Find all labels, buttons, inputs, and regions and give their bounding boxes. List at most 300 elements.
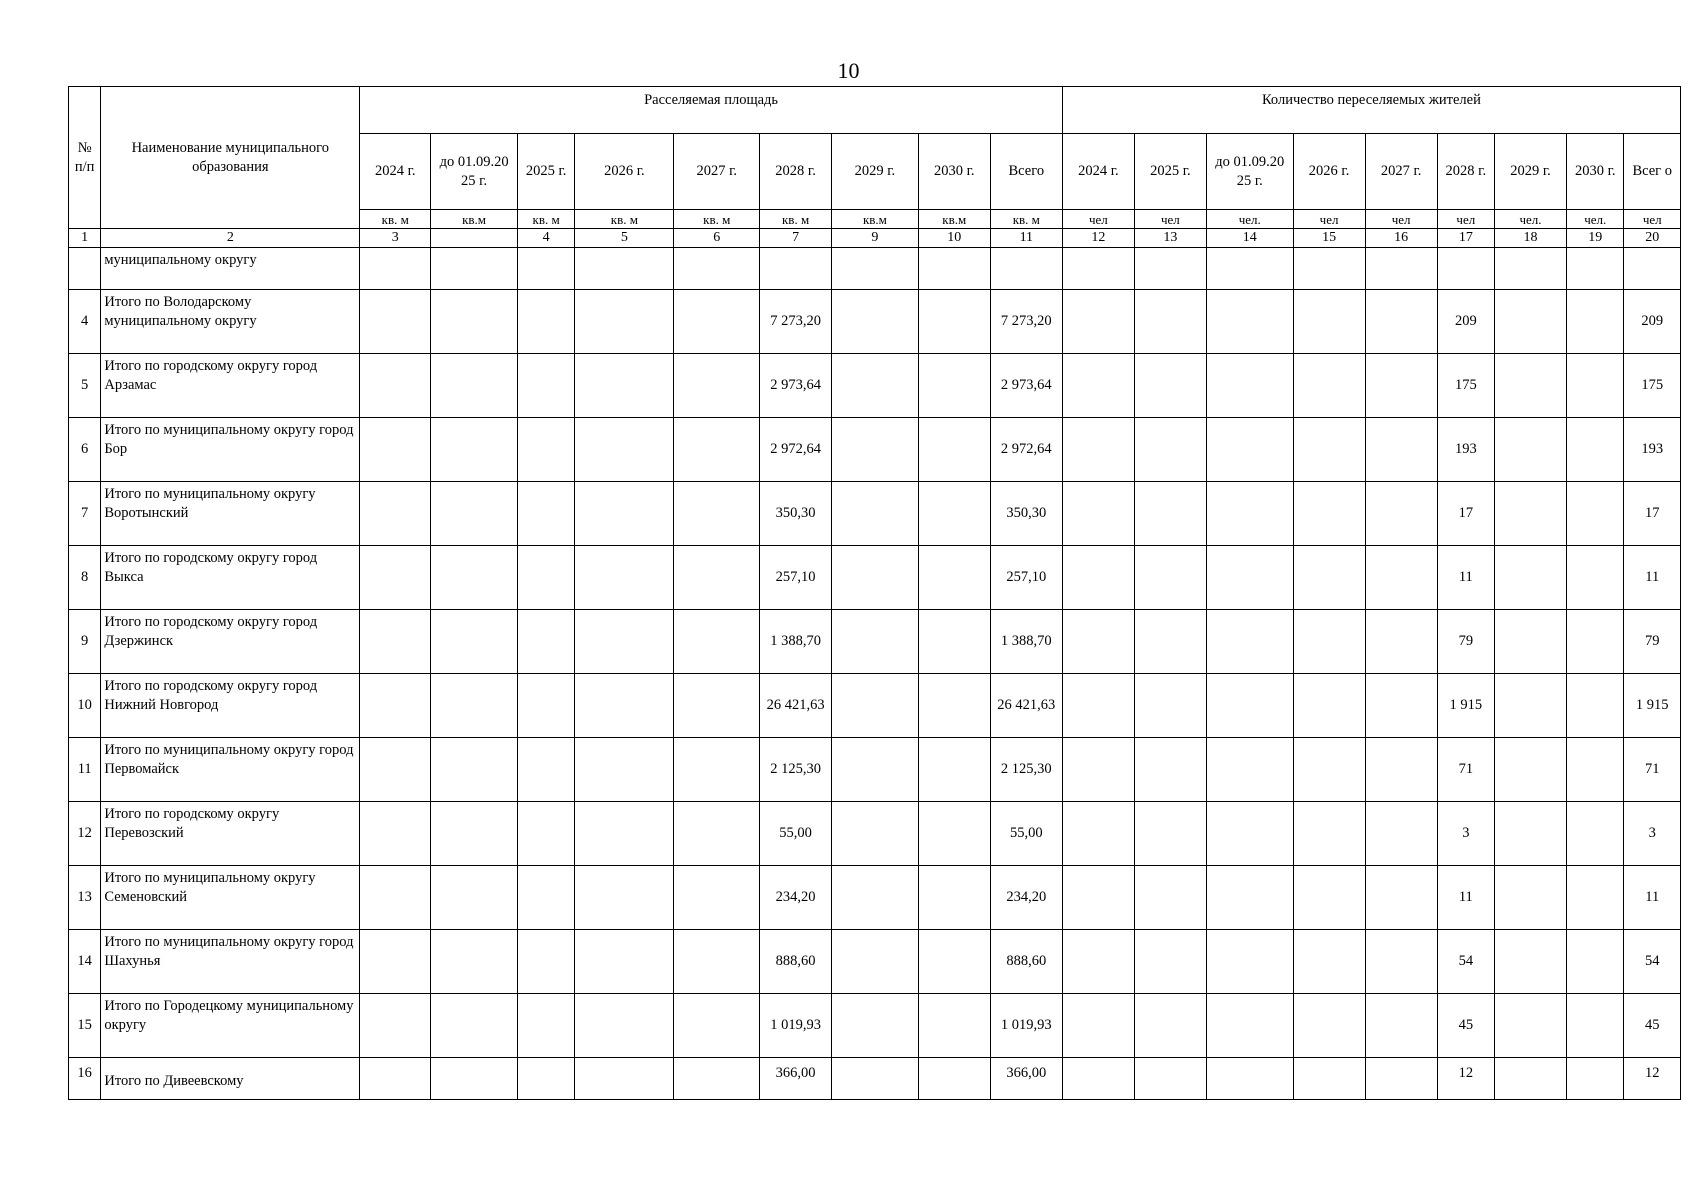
empty-cell <box>1365 546 1437 610</box>
area-total-cell: 55,00 <box>990 802 1062 866</box>
people-2028-cell: 79 <box>1437 610 1494 674</box>
unit-cell: чел <box>1134 210 1206 229</box>
column-number: 4 <box>517 229 574 248</box>
empty-cell <box>1134 354 1206 418</box>
empty-cell <box>1365 994 1437 1058</box>
header-area-group: Расселяемая площадь <box>360 87 1063 134</box>
empty-cell <box>575 930 674 994</box>
column-number: 1 <box>69 229 101 248</box>
empty-cell <box>1495 482 1567 546</box>
empty-cell <box>517 418 574 482</box>
empty-cell <box>918 738 990 802</box>
empty-cell <box>832 546 919 610</box>
empty-cell <box>1293 802 1365 866</box>
empty-cell <box>918 866 990 930</box>
empty-cell <box>1365 930 1437 994</box>
empty-cell <box>517 354 574 418</box>
unit-cell: чел <box>1062 210 1134 229</box>
empty-cell <box>1365 290 1437 354</box>
area-total-cell: 2 973,64 <box>990 354 1062 418</box>
empty-cell <box>1293 930 1365 994</box>
empty-cell <box>1365 738 1437 802</box>
empty-cell <box>1206 866 1293 930</box>
empty-cell <box>575 290 674 354</box>
column-number: 2 <box>101 229 360 248</box>
empty-cell <box>517 610 574 674</box>
empty-cell <box>674 930 760 994</box>
row-num: 11 <box>69 738 101 802</box>
unit-cell: кв. м <box>674 210 760 229</box>
empty-cell <box>1062 866 1134 930</box>
empty-cell <box>674 546 760 610</box>
unit-cell: чел. <box>1567 210 1624 229</box>
empty-cell <box>674 674 760 738</box>
empty-cell <box>517 738 574 802</box>
empty-cell <box>1495 546 1567 610</box>
row-num: 5 <box>69 354 101 418</box>
header-people-year: 2030 г. <box>1567 134 1624 210</box>
empty-cell <box>832 482 919 546</box>
empty-cell <box>1567 994 1624 1058</box>
empty-cell <box>1567 866 1624 930</box>
header-people-year: 2028 г. <box>1437 134 1494 210</box>
empty-cell <box>431 418 518 482</box>
empty-cell <box>517 994 574 1058</box>
empty-cell <box>1495 930 1567 994</box>
empty-cell <box>360 802 431 866</box>
empty-cell <box>674 866 760 930</box>
table-row <box>69 1058 1681 1100</box>
empty-cell <box>431 930 518 994</box>
empty-cell <box>575 674 674 738</box>
table-row <box>69 418 1681 482</box>
header-area-year: 2025 г. <box>517 134 574 210</box>
table-row <box>69 354 1681 418</box>
people-2028-cell: 11 <box>1437 866 1494 930</box>
row-name: Итого по муниципальному округу город Шахунья <box>101 930 360 994</box>
column-number: 15 <box>1293 229 1365 248</box>
empty-cell <box>1495 802 1567 866</box>
empty-cell <box>360 290 431 354</box>
area-total-cell: 888,60 <box>990 930 1062 994</box>
empty-cell <box>832 418 919 482</box>
table-row <box>69 738 1681 802</box>
empty-cell <box>1293 546 1365 610</box>
empty-cell <box>1206 290 1293 354</box>
header-people-year: до 01.09.20 25 г. <box>1206 134 1293 210</box>
empty-cell <box>1134 994 1206 1058</box>
table-row <box>69 866 1681 930</box>
empty-cell <box>832 866 919 930</box>
empty-cell <box>1495 674 1567 738</box>
area-2028-cell: 2 972,64 <box>760 418 832 482</box>
table-row <box>69 802 1681 866</box>
empty-cell <box>1293 418 1365 482</box>
people-total-cell: 209 <box>1624 290 1681 354</box>
row-num: 9 <box>69 610 101 674</box>
empty-cell <box>918 546 990 610</box>
empty-cell <box>1062 418 1134 482</box>
area-2028-cell: 55,00 <box>760 802 832 866</box>
empty-cell <box>1206 802 1293 866</box>
empty-cell <box>1062 290 1134 354</box>
empty-cell <box>1062 802 1134 866</box>
empty-cell <box>918 482 990 546</box>
area-2028-cell: 7 273,20 <box>760 290 832 354</box>
people-total-cell: 3 <box>1624 802 1681 866</box>
empty-cell <box>832 930 919 994</box>
empty-cell <box>1206 610 1293 674</box>
empty-cell <box>1134 738 1206 802</box>
header-area-total: Всего <box>990 134 1062 210</box>
row-num: 4 <box>69 290 101 354</box>
column-number: 20 <box>1624 229 1681 248</box>
people-2028-cell: 193 <box>1437 418 1494 482</box>
empty-cell <box>1495 418 1567 482</box>
empty-cell <box>360 482 431 546</box>
empty-cell <box>431 546 518 610</box>
empty-cell <box>1062 546 1134 610</box>
empty-cell <box>360 930 431 994</box>
people-2028-cell: 45 <box>1437 994 1494 1058</box>
empty-cell <box>1206 482 1293 546</box>
unit-cell: кв.м <box>918 210 990 229</box>
empty-cell <box>1365 802 1437 866</box>
empty-cell <box>1134 290 1206 354</box>
empty-cell <box>360 546 431 610</box>
empty-cell <box>1062 482 1134 546</box>
people-total-cell: 1 915 <box>1624 674 1681 738</box>
people-2028-cell: 54 <box>1437 930 1494 994</box>
empty-cell <box>431 674 518 738</box>
row-name: Итого по Володарскому муниципальному округу <box>101 290 360 354</box>
empty-cell <box>1293 610 1365 674</box>
empty-cell <box>1134 930 1206 994</box>
empty-cell <box>1134 674 1206 738</box>
area-2028-cell: 2 973,64 <box>760 354 832 418</box>
empty-cell <box>1567 354 1624 418</box>
empty-cell <box>1495 738 1567 802</box>
empty-cell <box>1567 930 1624 994</box>
row-name: Итого по городскому округу город Арзамас <box>101 354 360 418</box>
row-name: Итого по городскому округу город Дзержинск <box>101 610 360 674</box>
empty-cell <box>1062 1058 1134 1100</box>
empty-cell <box>1567 290 1624 354</box>
empty-cell <box>1062 610 1134 674</box>
resettlement-table <box>68 86 1681 1100</box>
empty-cell <box>360 610 431 674</box>
row-name: Итого по городскому округу город Нижний Новгород <box>101 674 360 738</box>
empty-cell <box>1567 1058 1624 1100</box>
empty-cell <box>918 1058 990 1100</box>
empty-cell <box>1365 1058 1437 1100</box>
empty-cell <box>431 610 518 674</box>
row-num: 8 <box>69 546 101 610</box>
empty-cell <box>517 1058 574 1100</box>
row-name: муниципальному округу <box>101 248 360 290</box>
row-num: 6 <box>69 418 101 482</box>
empty-cell <box>575 482 674 546</box>
empty-cell <box>1293 354 1365 418</box>
empty-cell <box>575 354 674 418</box>
empty-cell <box>575 866 674 930</box>
header-area-year: 2030 г. <box>918 134 990 210</box>
empty-cell <box>832 354 919 418</box>
header-people-year: 2026 г. <box>1293 134 1365 210</box>
table-row <box>69 674 1681 738</box>
people-2028-cell: 71 <box>1437 738 1494 802</box>
area-total-cell: 2 125,30 <box>990 738 1062 802</box>
empty-cell <box>832 610 919 674</box>
unit-cell: кв. м <box>517 210 574 229</box>
empty-cell <box>674 738 760 802</box>
empty-cell <box>360 418 431 482</box>
unit-cell: кв. м <box>575 210 674 229</box>
empty-cell <box>360 738 431 802</box>
column-number <box>431 229 518 248</box>
unit-cell: чел. <box>1206 210 1293 229</box>
empty-cell <box>674 354 760 418</box>
people-2028-cell: 12 <box>1437 1058 1494 1100</box>
empty-cell <box>1365 354 1437 418</box>
empty-cell <box>674 1058 760 1100</box>
empty-cell <box>1062 674 1134 738</box>
empty-cell <box>1293 994 1365 1058</box>
row-num: 13 <box>69 866 101 930</box>
header-area-year: 2027 г. <box>674 134 760 210</box>
empty-cell <box>1495 866 1567 930</box>
empty-cell <box>1206 354 1293 418</box>
empty-cell <box>918 674 990 738</box>
empty-cell <box>431 802 518 866</box>
area-total-cell: 1 388,70 <box>990 610 1062 674</box>
column-number: 6 <box>674 229 760 248</box>
row-name: Итого по муниципальному округу Семеновский <box>101 866 360 930</box>
empty-cell <box>832 674 919 738</box>
empty-cell <box>1495 354 1567 418</box>
empty-cell <box>1206 930 1293 994</box>
empty-cell <box>1206 738 1293 802</box>
column-number: 7 <box>760 229 832 248</box>
column-number: 5 <box>575 229 674 248</box>
empty-cell <box>575 994 674 1058</box>
unit-cell: чел. <box>1495 210 1567 229</box>
empty-cell <box>674 802 760 866</box>
table-body <box>69 87 1681 1100</box>
area-2028-cell: 350,30 <box>760 482 832 546</box>
empty-cell <box>1062 994 1134 1058</box>
header-area-year: 2024 г. <box>360 134 431 210</box>
empty-cell <box>360 994 431 1058</box>
column-number: 19 <box>1567 229 1624 248</box>
empty-cell <box>575 738 674 802</box>
column-number: 14 <box>1206 229 1293 248</box>
empty-cell <box>918 802 990 866</box>
area-total-cell: 2 972,64 <box>990 418 1062 482</box>
empty-cell <box>1134 418 1206 482</box>
row-num: 16 <box>69 1058 101 1100</box>
column-number: 11 <box>990 229 1062 248</box>
empty-cell <box>674 994 760 1058</box>
area-2028-cell: 2 125,30 <box>760 738 832 802</box>
row-num: 14 <box>69 930 101 994</box>
area-2028-cell: 257,10 <box>760 546 832 610</box>
column-number: 12 <box>1062 229 1134 248</box>
unit-cell: чел <box>1365 210 1437 229</box>
unit-cell: чел <box>1437 210 1494 229</box>
empty-cell <box>1567 738 1624 802</box>
empty-cell <box>517 802 574 866</box>
unit-cell: чел <box>1624 210 1681 229</box>
table-row <box>69 994 1681 1058</box>
people-total-cell: 54 <box>1624 930 1681 994</box>
empty-cell <box>517 546 574 610</box>
empty-cell <box>1567 482 1624 546</box>
empty-cell <box>360 866 431 930</box>
empty-cell <box>1365 674 1437 738</box>
empty-cell <box>431 866 518 930</box>
empty-cell <box>1495 1058 1567 1100</box>
table-row <box>69 610 1681 674</box>
empty-cell <box>1206 994 1293 1058</box>
row-num <box>69 248 101 290</box>
header-people-year: 2024 г. <box>1062 134 1134 210</box>
people-2028-cell: 3 <box>1437 802 1494 866</box>
empty-cell <box>674 290 760 354</box>
empty-cell <box>1293 290 1365 354</box>
empty-cell <box>1293 1058 1365 1100</box>
empty-cell <box>1062 930 1134 994</box>
empty-cell <box>1062 354 1134 418</box>
unit-cell: кв. м <box>760 210 832 229</box>
empty-cell <box>1206 1058 1293 1100</box>
column-number: 3 <box>360 229 431 248</box>
column-number: 16 <box>1365 229 1437 248</box>
unit-cell: кв.м <box>431 210 518 229</box>
people-total-cell: 17 <box>1624 482 1681 546</box>
column-number: 10 <box>918 229 990 248</box>
empty-cell <box>832 290 919 354</box>
empty-cell <box>918 994 990 1058</box>
header-people-year: 2029 г. <box>1495 134 1567 210</box>
header-name: Наименование муниципального образования <box>101 87 360 229</box>
area-total-cell: 26 421,63 <box>990 674 1062 738</box>
people-2028-cell: 175 <box>1437 354 1494 418</box>
empty-cell <box>517 482 574 546</box>
empty-cell <box>360 674 431 738</box>
table-row <box>69 930 1681 994</box>
unit-cell: кв. м <box>990 210 1062 229</box>
empty-cell <box>918 418 990 482</box>
area-2028-cell: 888,60 <box>760 930 832 994</box>
empty-cell <box>360 354 431 418</box>
area-total-cell: 350,30 <box>990 482 1062 546</box>
area-2028-cell: 1 388,70 <box>760 610 832 674</box>
empty-cell <box>1293 482 1365 546</box>
empty-cell <box>918 290 990 354</box>
empty-cell <box>918 354 990 418</box>
header-people-group: Количество переселяемых жителей <box>1062 87 1680 134</box>
empty-cell <box>1062 738 1134 802</box>
empty-cell <box>431 354 518 418</box>
people-total-cell: 193 <box>1624 418 1681 482</box>
row-name: Итого по муниципальному округу город Первомайск <box>101 738 360 802</box>
empty-cell <box>1206 546 1293 610</box>
area-2028-cell: 366,00 <box>760 1058 832 1100</box>
column-number: 17 <box>1437 229 1494 248</box>
empty-cell <box>1134 866 1206 930</box>
empty-cell <box>1495 610 1567 674</box>
empty-cell <box>674 610 760 674</box>
row-name: Итого по муниципальному округу Воротынский <box>101 482 360 546</box>
empty-cell <box>918 930 990 994</box>
row-name: Итого по городскому округу Перевозский <box>101 802 360 866</box>
header-people-year: 2027 г. <box>1365 134 1437 210</box>
empty-cell <box>1134 546 1206 610</box>
empty-cell <box>1365 482 1437 546</box>
empty-cell <box>1495 290 1567 354</box>
empty-cell <box>431 738 518 802</box>
empty-cell <box>431 994 518 1058</box>
row-name: Итого по муниципальному округу город Бор <box>101 418 360 482</box>
empty-cell <box>674 482 760 546</box>
header-area-year: 2029 г. <box>832 134 919 210</box>
empty-cell <box>1134 802 1206 866</box>
area-2028-cell: 26 421,63 <box>760 674 832 738</box>
people-total-cell: 175 <box>1624 354 1681 418</box>
people-2028-cell: 17 <box>1437 482 1494 546</box>
people-total-cell: 11 <box>1624 546 1681 610</box>
unit-cell: чел <box>1293 210 1365 229</box>
empty-cell <box>1134 482 1206 546</box>
empty-cell <box>1567 802 1624 866</box>
empty-cell <box>575 610 674 674</box>
empty-cell <box>1567 546 1624 610</box>
empty-cell <box>1567 418 1624 482</box>
empty-cell <box>1134 610 1206 674</box>
column-number: 13 <box>1134 229 1206 248</box>
people-total-cell: 45 <box>1624 994 1681 1058</box>
header-row-groups <box>69 87 1681 134</box>
area-2028-cell: 1 019,93 <box>760 994 832 1058</box>
empty-cell <box>517 674 574 738</box>
empty-cell <box>1206 674 1293 738</box>
empty-cell <box>360 1058 431 1100</box>
people-2028-cell: 11 <box>1437 546 1494 610</box>
empty-cell <box>575 802 674 866</box>
empty-cell <box>1293 866 1365 930</box>
people-total-cell: 79 <box>1624 610 1681 674</box>
table-row <box>69 482 1681 546</box>
row-num: 15 <box>69 994 101 1058</box>
area-total-cell: 257,10 <box>990 546 1062 610</box>
table-row <box>69 290 1681 354</box>
empty-cell <box>832 1058 919 1100</box>
empty-cell <box>832 802 919 866</box>
empty-cell <box>1365 866 1437 930</box>
empty-cell <box>431 1058 518 1100</box>
header-area-year: 2026 г. <box>575 134 674 210</box>
column-number: 18 <box>1495 229 1567 248</box>
row-num: 10 <box>69 674 101 738</box>
header-area-year: 2028 г. <box>760 134 832 210</box>
empty-cell <box>1293 738 1365 802</box>
empty-cell <box>1293 674 1365 738</box>
empty-cell <box>1134 1058 1206 1100</box>
people-total-cell: 71 <box>1624 738 1681 802</box>
people-total-cell: 11 <box>1624 866 1681 930</box>
empty-cell <box>1365 610 1437 674</box>
